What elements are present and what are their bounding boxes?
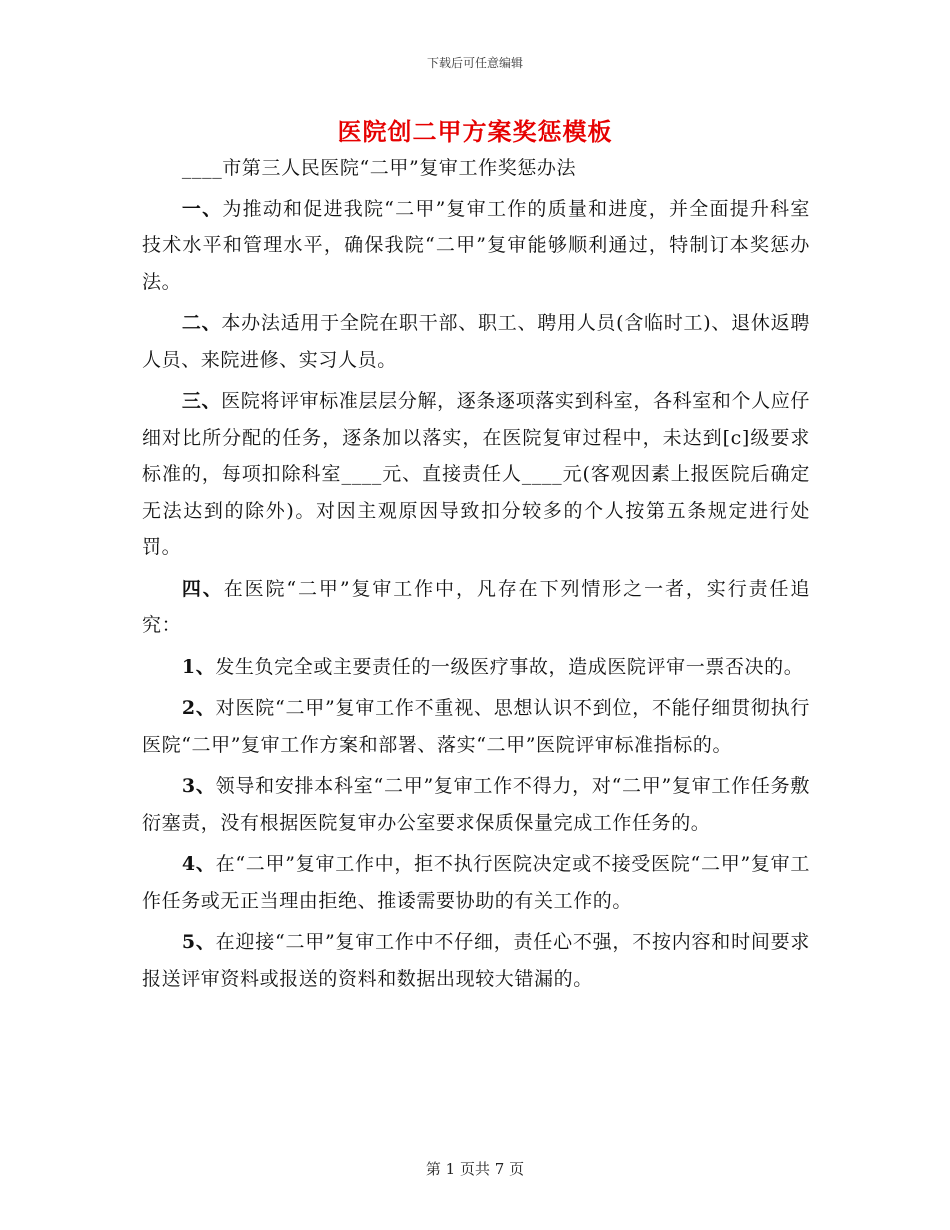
paragraph-item-4 <box>142 846 810 919</box>
paragraph-lead: 二、 <box>181 312 222 334</box>
paragraph-lead: 5、 <box>181 931 216 953</box>
paragraph-lead: 1、 <box>181 655 216 678</box>
paragraph-lead: 4、 <box>181 853 216 875</box>
paragraph-lead: 2、 <box>181 697 216 719</box>
paragraph-item-2 <box>142 690 810 763</box>
paragraph-item-3 <box>142 768 810 841</box>
document-title: 医院创二甲方案奖惩模板 <box>337 117 613 146</box>
paragraph-text: 领导和安排本科室“二甲”复审工作不得力，对“二甲”复审工作任务敷衍塞责，没有根据医院复审办公室要求保质保量完成工作任务的。 <box>142 775 810 834</box>
header-note: 下载后可任意编辑 <box>426 56 523 70</box>
paragraph-text: 在迎接“二甲”复审工作中不仔细，责任心不强，不按内容和时间要求报送评审资料或报送的资料和数据出现较大错漏的。 <box>142 931 811 990</box>
paragraph-4 <box>142 571 810 644</box>
paragraph-lead: 一、 <box>181 197 223 220</box>
paragraph-text: 在“二甲”复审工作中，拒不执行医院决定或不接受医院“二甲”复审工作任务或无正当理由拒绝、推诿需要协助的有关工作的。 <box>142 853 810 912</box>
paragraph-text: 医院将评审标准层层分解，逐条逐项落实到科室，各科室和个人应仔细对比所分配的任务，逐条加以落实，在医院复审过程中，未达到[c]级要求标准的，每项扣除科室____元、直接责任人____元(客观因素上报医院后确定无法达到的除外)。对因主观原因导致扣分较多的个人按第五条规定进行处罚。 <box>142 390 810 558</box>
paragraph-3 <box>142 383 810 566</box>
paragraph-lead: 四、 <box>181 577 224 600</box>
paragraph-text: 在医院“二甲”复审工作中，凡存在下列情形之一者，实行责任追究： <box>142 577 811 636</box>
paragraph-text: 对医院“二甲”复审工作不重视、思想认识不到位，不能仔细贯彻执行医院“二甲”复审工作方案和部署、落实“二甲”医院评审标准指标的。 <box>142 697 811 756</box>
paragraph-text: 为推动和促进我院“二甲”复审工作的质量和进度，并全面提升科室技术水平和管理水平，确保我院“二甲”复审能够顺利通过，特制订本奖惩办法。 <box>142 197 811 293</box>
paragraph-text: 本办法适用于全院在职干部、职工、聘用人员(含临时工)、退休返聘人员、来院进修、实习人员。 <box>142 312 810 371</box>
page-number: 第 1 页共 7 页 <box>425 1160 525 1178</box>
paragraph-text: 发生负完全或主要责任的一级医疗事故，造成医院评审一票否决的。 <box>215 655 804 678</box>
document-subtitle: ____市第三人民医院“二甲”复审工作奖惩办法 <box>181 157 577 179</box>
paragraph-lead: 三、 <box>181 390 222 412</box>
paragraph-item-5 <box>142 924 810 997</box>
document-body <box>142 150 810 1002</box>
paragraph-2 <box>142 305 810 378</box>
paragraph-item-1 <box>142 649 810 686</box>
paragraph-lead: 3、 <box>181 775 216 797</box>
paragraph-1 <box>142 191 810 301</box>
